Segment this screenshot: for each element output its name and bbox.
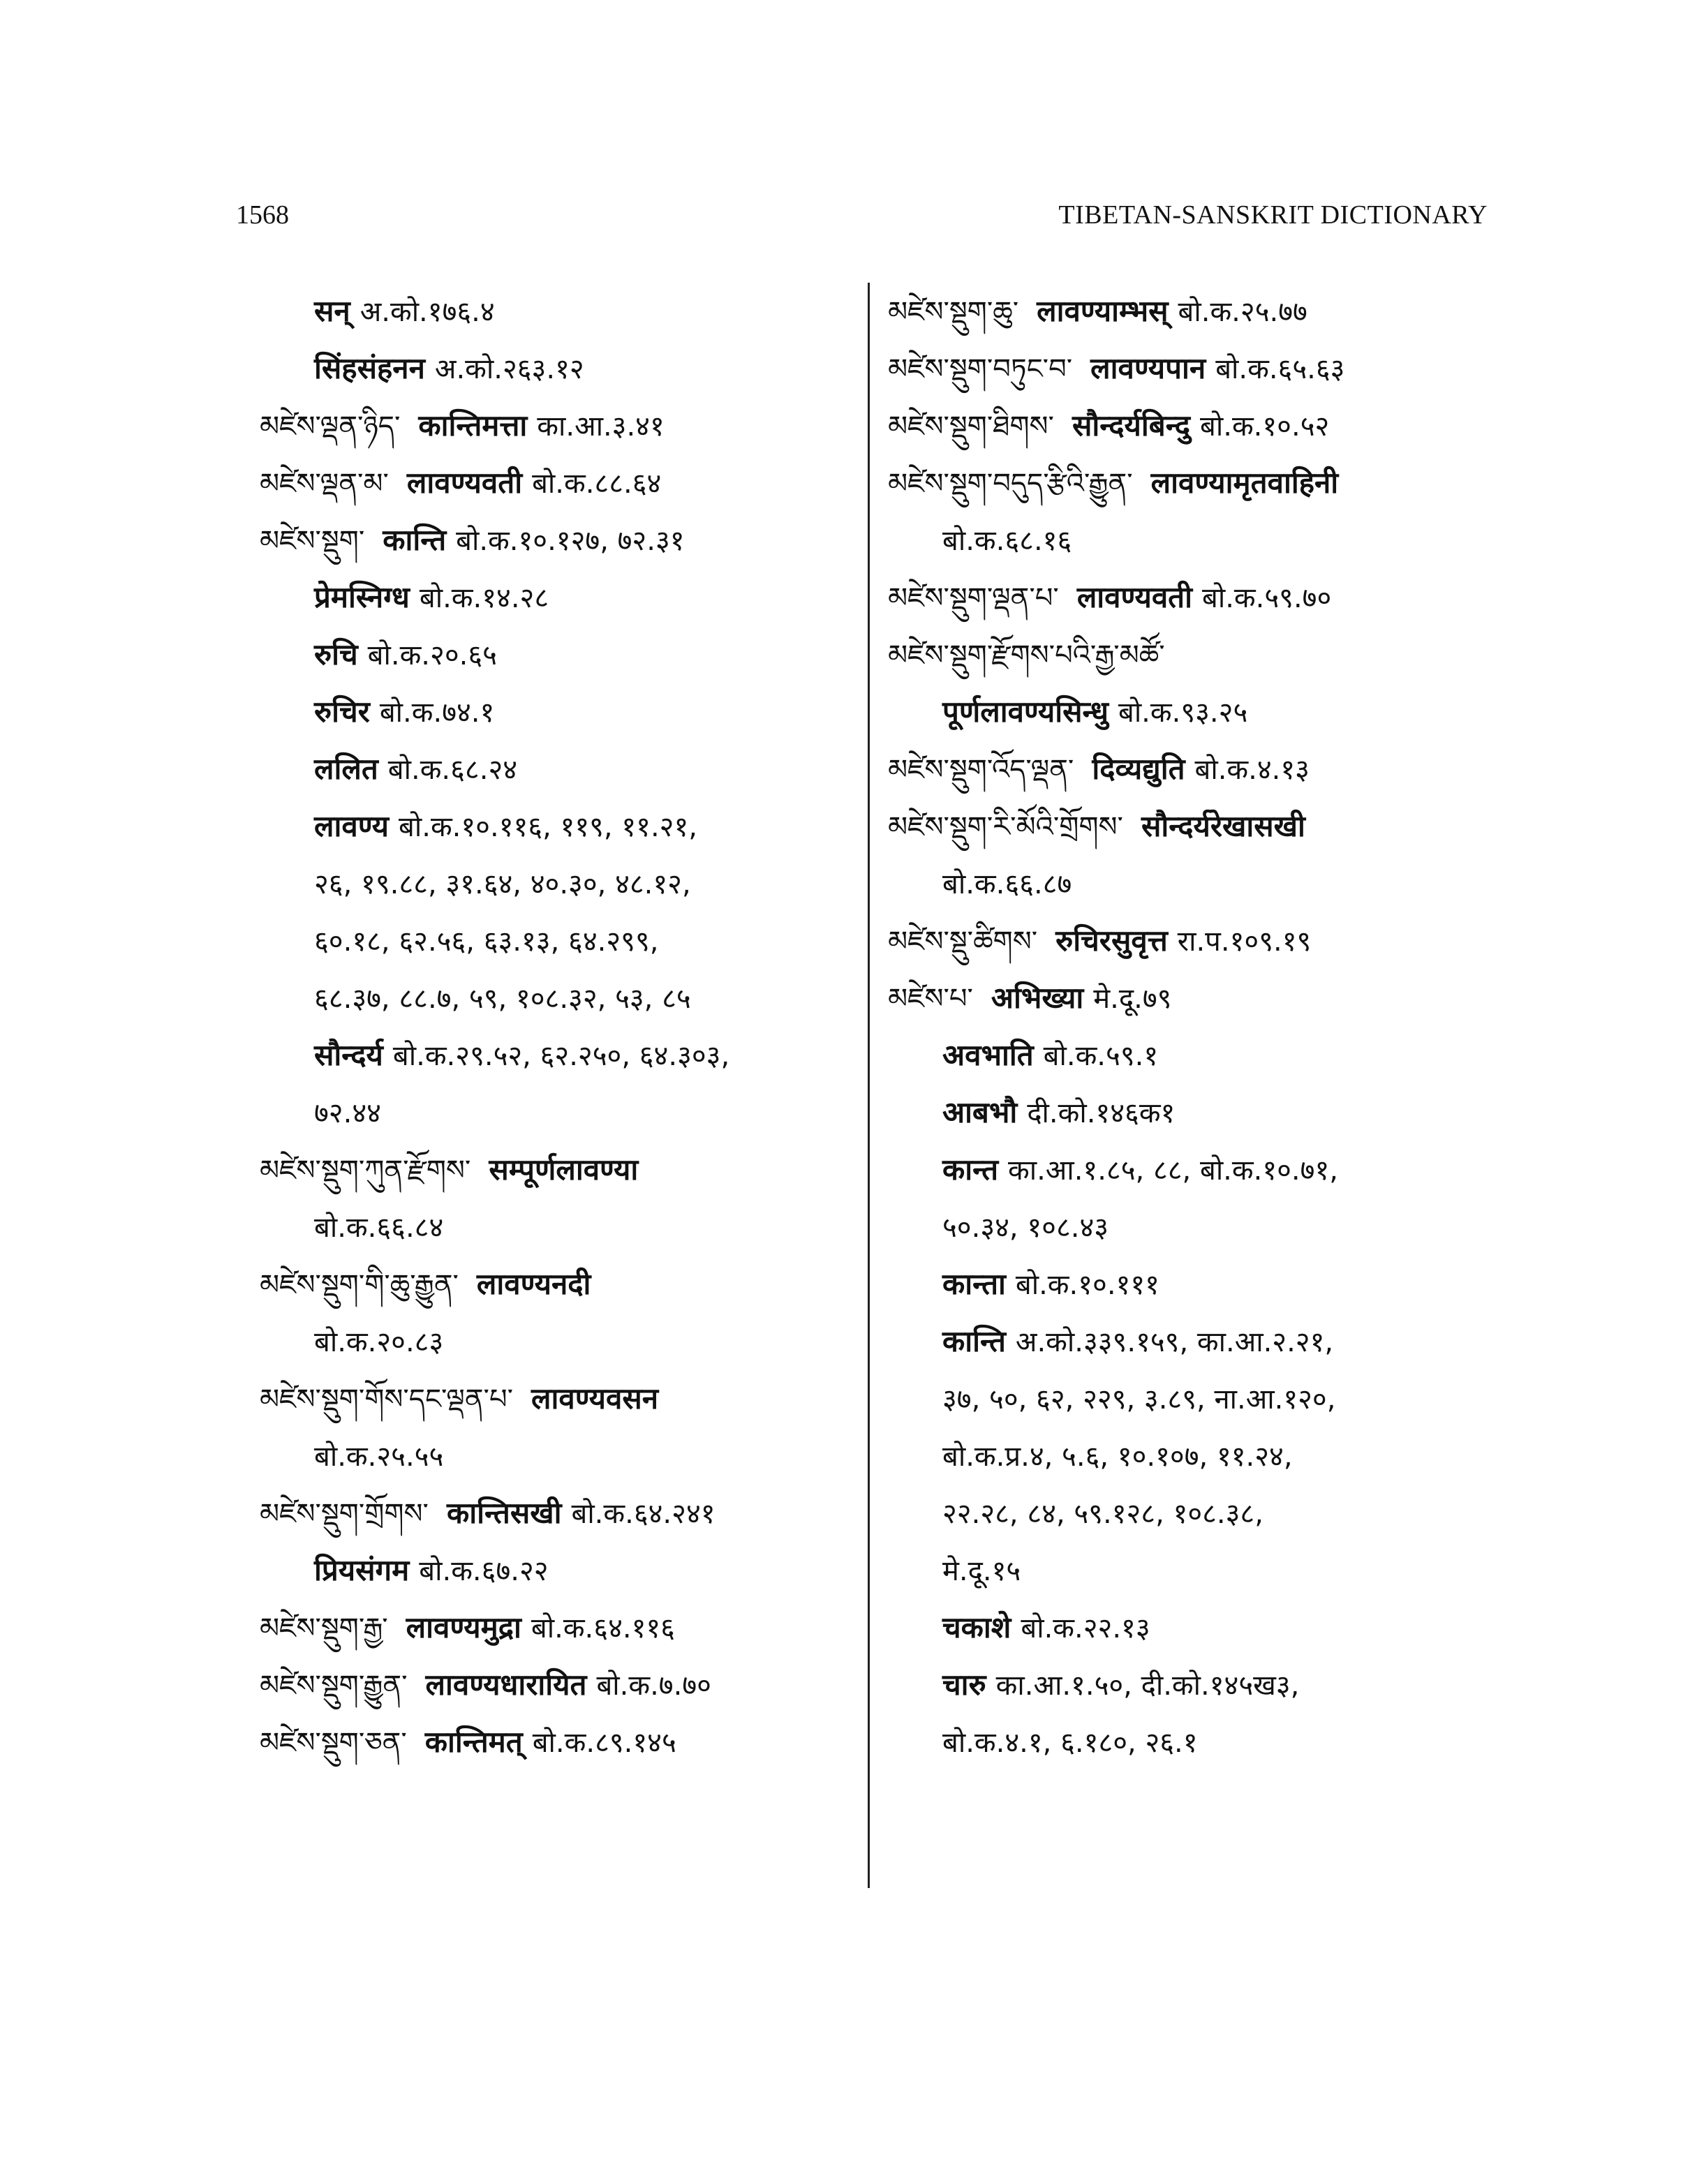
dictionary-entry bbox=[888, 626, 1502, 683]
source-reference: बो.क.६७.२२ bbox=[419, 1555, 549, 1587]
sanskrit-term: लावण्यवसन bbox=[531, 1381, 659, 1416]
sanskrit-term: रुचि bbox=[314, 637, 358, 671]
source-reference: बो.क.२२.१३ bbox=[1021, 1612, 1150, 1644]
tibetan-headword: མཛེས་སྡུག་རི་མོའི་གྲོགས་ bbox=[888, 811, 1123, 843]
source-reference: बो.क.६८.१६ bbox=[942, 525, 1072, 557]
source-reference: अ.को.३३९.१५९, का.आ.२.२१, bbox=[1015, 1326, 1334, 1358]
reference-continuation bbox=[260, 1313, 860, 1370]
dictionary-entry bbox=[888, 798, 1502, 855]
source-reference: बो.क.४.१३ bbox=[1194, 754, 1310, 786]
source-reference: बो.क.५९.१ bbox=[1043, 1040, 1159, 1072]
sanskrit-term: लावण्याम्भस् bbox=[1037, 294, 1169, 328]
sanskrit-term: लावण्यधारायित bbox=[425, 1667, 587, 1702]
sanskrit-equivalent-line bbox=[888, 1656, 1502, 1714]
dictionary-entry bbox=[888, 283, 1502, 340]
source-reference: बो.क.६८.२४ bbox=[387, 754, 518, 786]
tibetan-headword: མཛེས་སྡུག་ bbox=[260, 525, 365, 557]
sanskrit-term: लावण्यमुद्रा bbox=[406, 1610, 521, 1644]
sanskrit-equivalent-line bbox=[260, 569, 860, 626]
reference-continuation bbox=[888, 855, 1502, 912]
sanskrit-term: कान्ति bbox=[383, 523, 447, 557]
page-number: 1568 bbox=[236, 200, 289, 230]
dictionary-entry bbox=[260, 1485, 860, 1542]
source-reference: ६०.१८, ६२.५६, ६३.१३, ६४.२९९, bbox=[314, 926, 659, 958]
running-head: TIBETAN-SANSKRIT DICTIONARY bbox=[1058, 200, 1488, 230]
sanskrit-equivalent-line bbox=[888, 1256, 1502, 1313]
tibetan-headword: མཛེས་ལྡན་ཉིད་ bbox=[260, 410, 401, 443]
column-divider bbox=[868, 283, 870, 1888]
tibetan-headword: མཛེས་སྡུག་གོས་དང་ལྡན་པ་ bbox=[260, 1383, 513, 1416]
source-reference: अ.को.१७६.४ bbox=[360, 296, 495, 328]
sanskrit-equivalent-line bbox=[888, 1027, 1502, 1084]
sanskrit-term: ललित bbox=[314, 752, 378, 786]
sanskrit-equivalent-line bbox=[888, 1313, 1502, 1370]
source-reference: २६, १९.८८, ३१.६४, ४०.३०, ४८.१२, bbox=[314, 868, 691, 900]
dictionary-entry bbox=[260, 397, 860, 454]
source-reference: बो.क.२९.५२, ६२.२५०, ६४.३०३, bbox=[392, 1040, 730, 1072]
reference-continuation bbox=[888, 1198, 1502, 1256]
tibetan-headword: མཛེས་ལྡན་མ་ bbox=[260, 468, 389, 500]
sanskrit-term: लावण्यपान bbox=[1090, 351, 1206, 385]
reference-continuation bbox=[888, 1714, 1502, 1771]
sanskrit-term: सौन्दर्यरेखासखी bbox=[1141, 809, 1305, 843]
sanskrit-term: लावण्यनदी bbox=[476, 1267, 591, 1301]
tibetan-headword: མཛེས་སྡུག་འོད་ལྡན་ bbox=[888, 754, 1074, 786]
tibetan-headword: མཛེས་སྡུག་ཀུན་རྫོགས་ bbox=[260, 1154, 471, 1187]
reference-continuation bbox=[888, 1427, 1502, 1485]
sanskrit-term: सिंहसंहनन bbox=[314, 351, 425, 385]
dictionary-entry bbox=[260, 1714, 860, 1771]
sanskrit-equivalent-line bbox=[260, 683, 860, 741]
sanskrit-term: लावण्य bbox=[314, 809, 390, 843]
source-reference: ७२.४४ bbox=[314, 1097, 381, 1129]
sanskrit-term: कान्तिसखी bbox=[446, 1496, 562, 1530]
dictionary-entry bbox=[260, 1656, 860, 1714]
sanskrit-equivalent-line bbox=[260, 283, 860, 340]
tibetan-headword: མཛེས་སྡུག་རྒྱུན་ bbox=[260, 1670, 408, 1702]
sanskrit-term: लावण्यवती bbox=[406, 466, 523, 500]
sanskrit-equivalent-line bbox=[260, 1542, 860, 1599]
source-reference: बो.क.८९.१४५ bbox=[532, 1727, 676, 1759]
sanskrit-term: पूर्णलावण्यसिन्धु bbox=[942, 694, 1109, 729]
reference-continuation bbox=[888, 1485, 1502, 1542]
tibetan-headword: མཛེས་སྡུག་བཏུང་བ་ bbox=[888, 353, 1073, 385]
source-reference: बो.क.२०.८३ bbox=[314, 1326, 444, 1358]
sanskrit-term: अवभाति bbox=[942, 1038, 1034, 1072]
sanskrit-term: कान्तिमत् bbox=[424, 1725, 523, 1759]
tibetan-headword: མཛེས་སྡུག་བདུད་རྩིའི་རྒྱུན་ bbox=[888, 468, 1133, 500]
source-reference: का.आ.१.५०, दी.को.१४५ख३, bbox=[995, 1670, 1300, 1702]
sanskrit-equivalent-line bbox=[888, 1141, 1502, 1198]
dictionary-entry bbox=[260, 1256, 860, 1313]
reference-continuation bbox=[888, 1542, 1502, 1599]
reference-continuation bbox=[260, 855, 860, 912]
tibetan-headword: མཛེས་པ་ bbox=[888, 983, 973, 1015]
dictionary-entry bbox=[888, 397, 1502, 454]
sanskrit-term: प्रेमस्निग्ध bbox=[314, 580, 410, 614]
sanskrit-term: सौन्दर्य bbox=[314, 1038, 383, 1072]
dictionary-entry bbox=[888, 340, 1502, 397]
source-reference: बो.क.६४.२४१ bbox=[571, 1498, 716, 1530]
dictionary-entry bbox=[888, 454, 1502, 512]
sanskrit-term: अभिख्या bbox=[991, 981, 1084, 1015]
sanskrit-term: सन् bbox=[314, 294, 350, 328]
sanskrit-term: रुचिरसुवृत्त bbox=[1055, 923, 1168, 958]
tibetan-headword: མཛེས་སྡུག་རྒྱ་ bbox=[260, 1612, 388, 1644]
source-reference: २२.२८, ८४, ५९.१२८, १०८.३८, bbox=[942, 1498, 1263, 1530]
source-reference: का.आ.१.८५, ८८, बो.क.१०.७१, bbox=[1008, 1154, 1338, 1187]
tibetan-headword: མཛེས་སྡུག་ཅན་ bbox=[260, 1727, 407, 1759]
source-reference: अ.को.२६३.१२ bbox=[434, 353, 584, 385]
source-reference: बो.क.१४.२८ bbox=[419, 582, 549, 614]
sanskrit-term: लावण्यवती bbox=[1076, 580, 1192, 614]
sanskrit-equivalent-line bbox=[260, 1027, 860, 1084]
source-reference: बो.क.६४.११६ bbox=[531, 1612, 675, 1644]
source-reference: का.आ.३.४१ bbox=[537, 410, 665, 443]
sanskrit-term: सौन्दर्यबिन्दु bbox=[1072, 408, 1191, 443]
reference-continuation bbox=[260, 912, 860, 970]
source-reference: ६८.३७, ८८.७, ५९, १०८.३२, ५३, ८५ bbox=[314, 983, 691, 1015]
dictionary-entry bbox=[260, 1370, 860, 1427]
source-reference: ३७, ५०, ६२, २२९, ३.८९, ना.आ.१२०, bbox=[942, 1383, 1336, 1416]
sanskrit-term: दिव्यद्युति bbox=[1092, 752, 1185, 786]
source-reference: बो.क.२५.५५ bbox=[314, 1441, 444, 1473]
source-reference: बो.क.१०.११६, ११९, ११.२१, bbox=[399, 811, 697, 843]
tibetan-headword: མཛེས་སྡུག་ཐིགས་ bbox=[888, 410, 1054, 443]
source-reference: बो.क.८८.६४ bbox=[532, 468, 662, 500]
sanskrit-equivalent-line bbox=[260, 340, 860, 397]
dictionary-entry bbox=[888, 970, 1502, 1027]
source-reference: ५०.३४, १०८.४३ bbox=[942, 1212, 1109, 1244]
sanskrit-equivalent-line bbox=[260, 798, 860, 855]
dictionary-entry bbox=[888, 569, 1502, 626]
source-reference: बो.क.६६.८४ bbox=[314, 1212, 444, 1244]
sanskrit-term: रुचिर bbox=[314, 694, 370, 729]
reference-continuation bbox=[260, 970, 860, 1027]
dictionary-entry bbox=[260, 512, 860, 569]
sanskrit-term: सम्पूर्णलावण्या bbox=[489, 1152, 639, 1187]
sanskrit-term: आबभौ bbox=[942, 1095, 1018, 1129]
sanskrit-equivalent-line bbox=[888, 1599, 1502, 1656]
dictionary-entry bbox=[888, 912, 1502, 970]
reference-continuation bbox=[260, 1427, 860, 1485]
source-reference: बो.क.७४.१ bbox=[379, 697, 495, 729]
source-reference: बो.क.४.१, ६.१८०, २६.१ bbox=[942, 1727, 1198, 1759]
source-reference: दी.को.१४६क१ bbox=[1027, 1097, 1176, 1129]
source-reference: रा.प.१०९.१९ bbox=[1177, 926, 1312, 958]
source-reference: बो.क.९३.२५ bbox=[1118, 697, 1248, 729]
tibetan-headword: མཛེས་སྡུག་ལྡན་པ་ bbox=[888, 582, 1059, 614]
reference-continuation bbox=[888, 1370, 1502, 1427]
dictionary-entry bbox=[260, 1599, 860, 1656]
dictionary-entry bbox=[260, 454, 860, 512]
source-reference: बो.क.७.७० bbox=[596, 1670, 711, 1702]
tibetan-headword: མཛེས་སྡུག་གི་ཆུ་རྒྱུན་ bbox=[260, 1269, 459, 1301]
reference-continuation bbox=[260, 1198, 860, 1256]
source-reference: बो.क.१०.५२ bbox=[1200, 410, 1330, 443]
source-reference: बो.क.२५.७७ bbox=[1178, 296, 1307, 328]
tibetan-headword: མཛེས་སྡུག་རྫོགས་པའི་རྒྱ་མཚོ་ bbox=[888, 639, 1165, 671]
reference-continuation bbox=[260, 1084, 860, 1141]
source-reference: बो.क.१०.१११ bbox=[1015, 1269, 1159, 1301]
dictionary-entry bbox=[260, 1141, 860, 1198]
sanskrit-equivalent-line bbox=[260, 741, 860, 798]
sanskrit-term: प्रियसंगम bbox=[314, 1553, 410, 1587]
sanskrit-term: चारु bbox=[942, 1667, 986, 1702]
sanskrit-term: कान्ता bbox=[942, 1267, 1006, 1301]
source-reference: मे.दू.७९ bbox=[1093, 983, 1172, 1015]
reference-continuation bbox=[888, 512, 1502, 569]
sanskrit-term: कान्तिमत्ता bbox=[418, 408, 528, 443]
sanskrit-term: लावण्यामृतवाहिनी bbox=[1150, 466, 1339, 500]
source-reference: बो.क.२०.६५ bbox=[367, 639, 497, 671]
sanskrit-equivalent-line bbox=[888, 1084, 1502, 1141]
sanskrit-term: चकाशे bbox=[942, 1610, 1011, 1644]
tibetan-headword: མཛེས་སྡུ་ཚིགས་ bbox=[888, 926, 1038, 958]
right-column bbox=[888, 283, 1502, 1771]
sanskrit-equivalent-line bbox=[260, 626, 860, 683]
tibetan-headword: མཛེས་སྡུག་གྲོགས་ bbox=[260, 1498, 429, 1530]
source-reference: बो.क.५९.७० bbox=[1202, 582, 1332, 614]
left-column bbox=[260, 283, 860, 1771]
source-reference: मे.दू.१५ bbox=[942, 1555, 1021, 1587]
tibetan-headword: མཛེས་སྡུག་ཆུ་ bbox=[888, 296, 1019, 328]
sanskrit-term: कान्त bbox=[942, 1152, 999, 1187]
dictionary-entry bbox=[888, 741, 1502, 798]
sanskrit-equivalent-line bbox=[888, 683, 1502, 741]
source-reference: बो.क.प्र.४, ५.६, १०.१०७, ११.२४, bbox=[942, 1441, 1293, 1473]
source-reference: बो.क.६५.६३ bbox=[1215, 353, 1345, 385]
source-reference: बो.क.६६.८७ bbox=[942, 868, 1072, 900]
sanskrit-term: कान्ति bbox=[942, 1324, 1006, 1358]
source-reference: बो.क.१०.१२७, ७२.३१ bbox=[456, 525, 685, 557]
